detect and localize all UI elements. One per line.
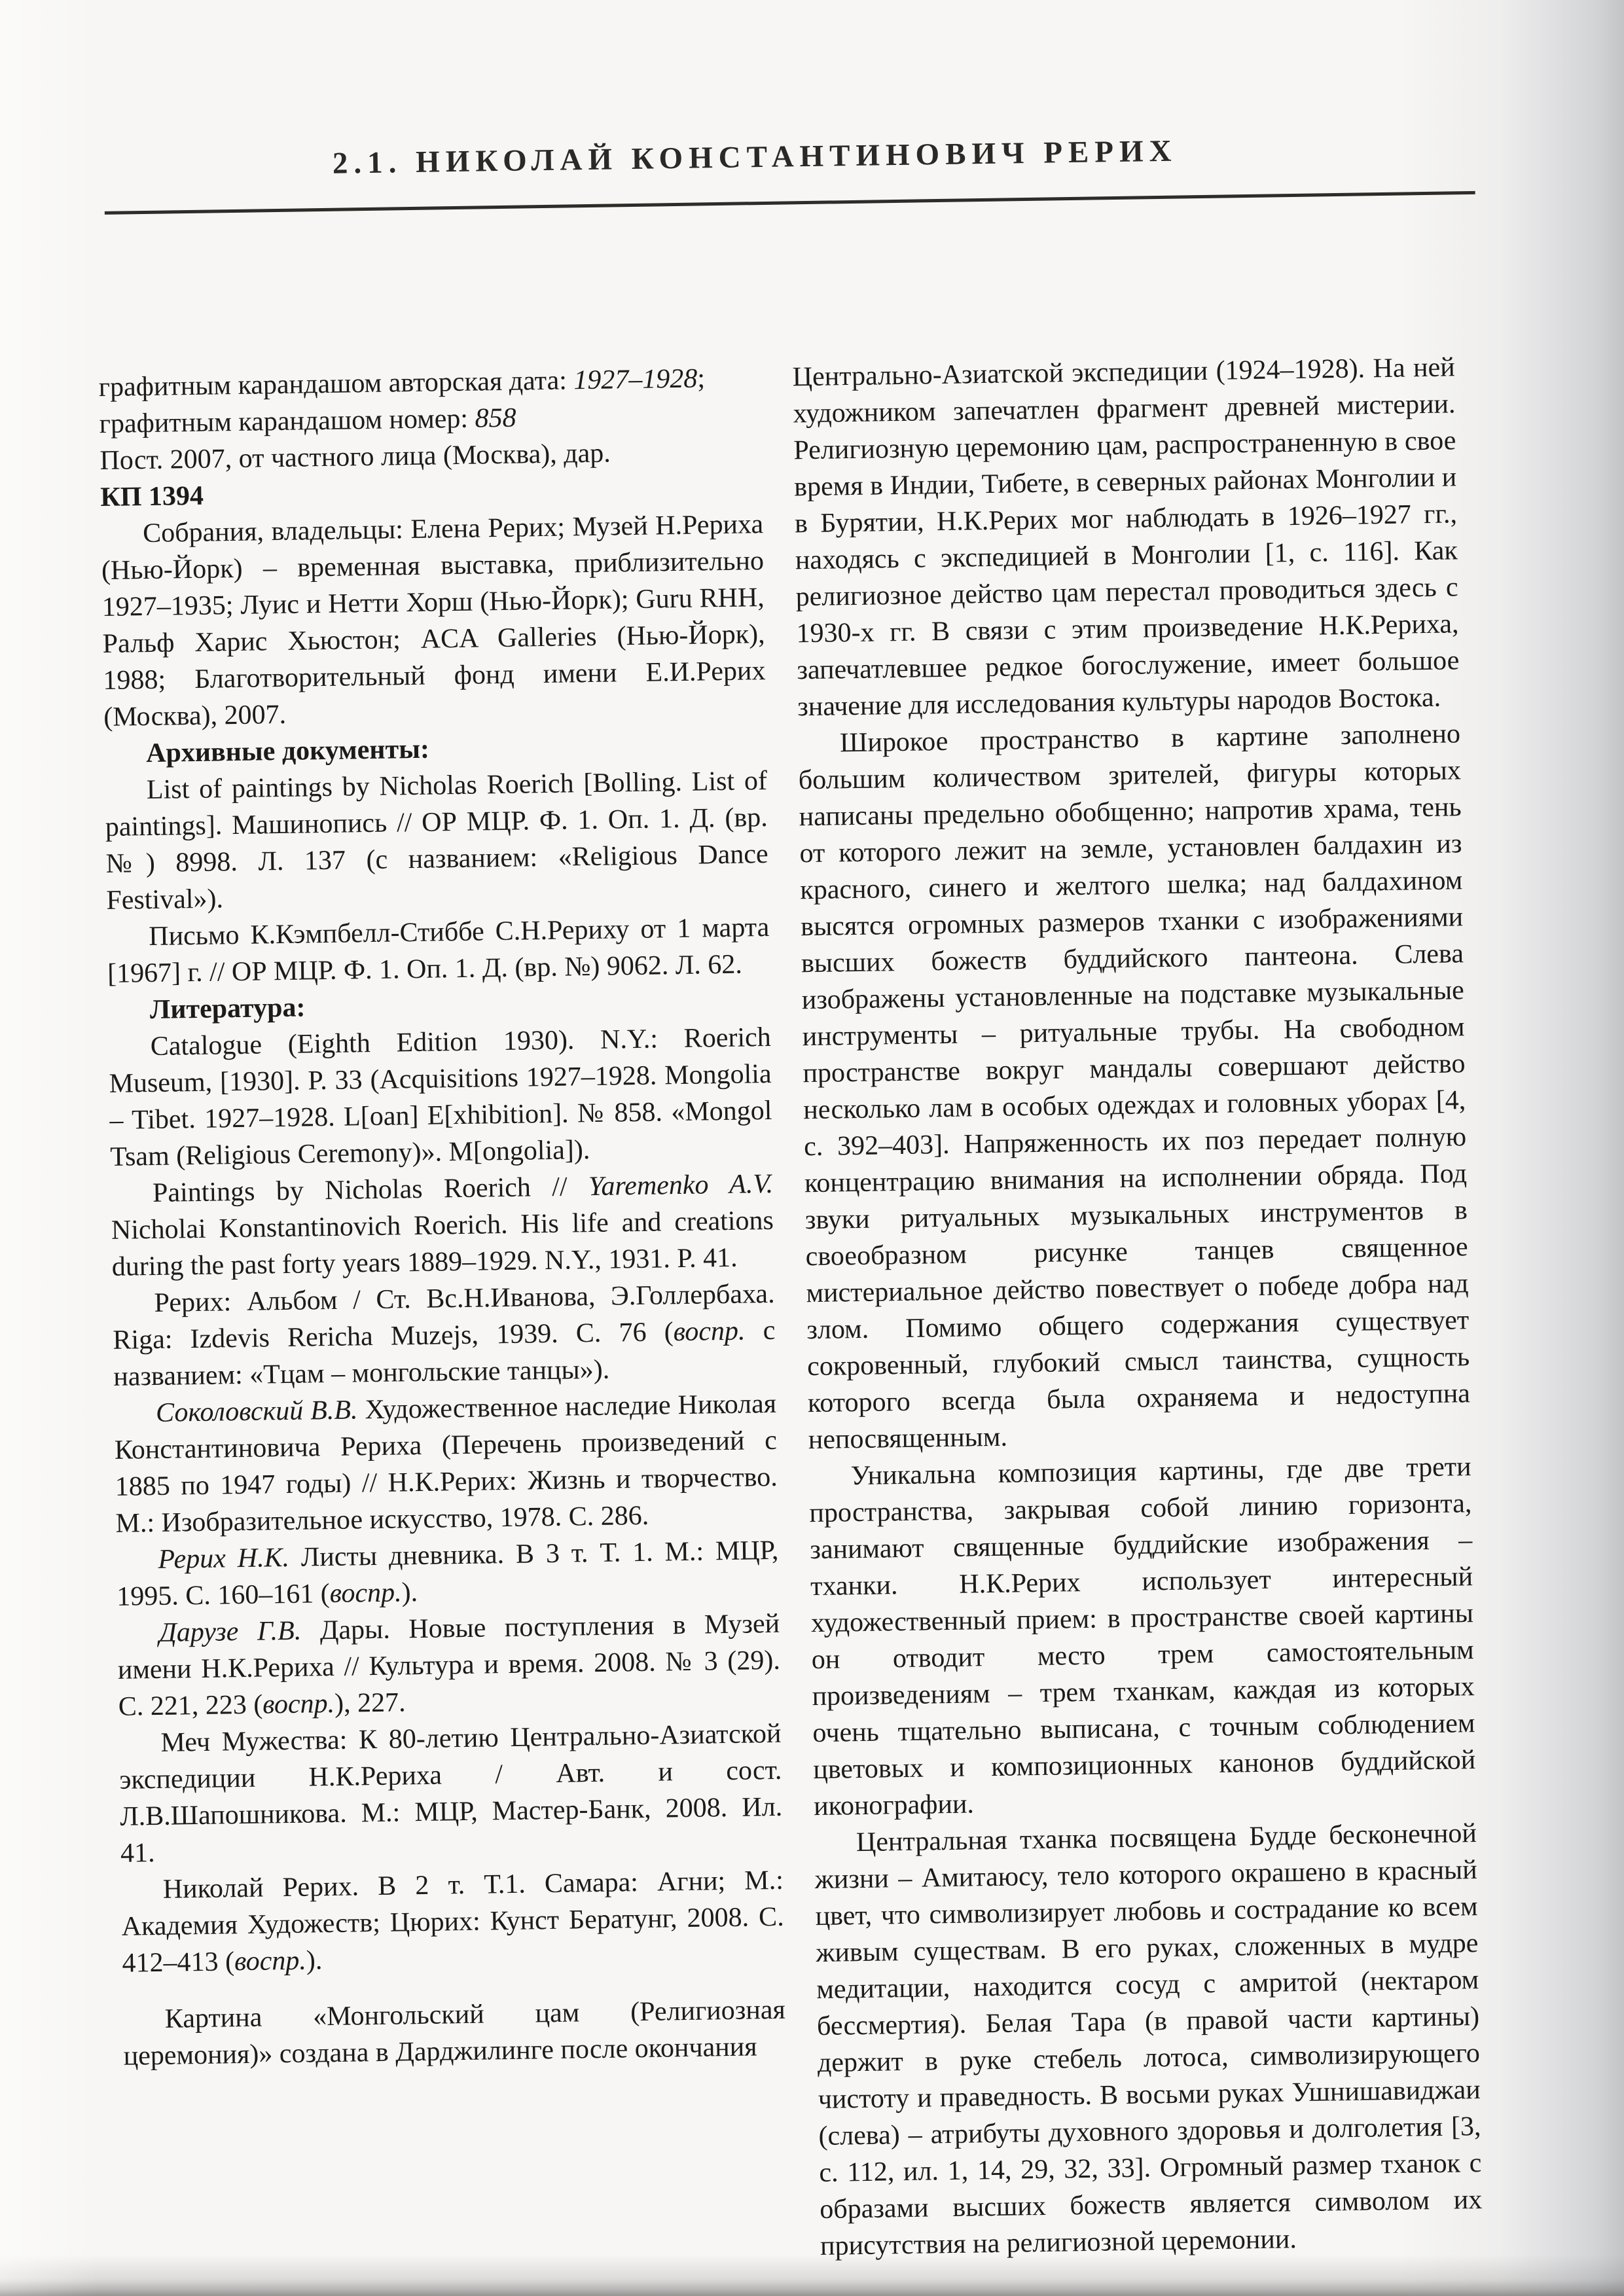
section-heading-literature: Литература: — [149, 992, 306, 1026]
right-column — [792, 349, 1483, 2265]
literature-entry: Соколовский В.В. Художественное наследие Николая Константиновича Рериха (Перечень произведений с 1885 по 1947 годы) // Н.К.Рерих: Жизнь и творчество. М.: Изобразительное искусство, 1978. С. 286. — [114, 1388, 778, 1539]
literature-entry: Меч Мужества: К 80-летию Центрально-Азиатской экспедиции Н.К.Рериха / Авт. и сост. Л.В.Шапошникова. М.: МЦР, Мастер-Банк, 2008. Ил. 41. — [119, 1718, 783, 1869]
literature-entry: Николай Рерих. В 2 т. Т.1. Самара: Агни; М.: Академия Художеств; Цюрих: Кунст Бератунг, 2008. С. 412–413 (воспр.). — [121, 1865, 784, 1979]
catalog-line-author-date: графитным карандашом авторская дата: 1927–1928; — [98, 363, 706, 403]
literature-entry: Рерих Н.К. Листы дневника. В 3 т. Т. 1. М.: МЦР, 1995. С. 160–161 (воспр.). — [116, 1535, 779, 1612]
running-head: 2.1. НИКОЛАЙ КОНСТАНТИНОВИЧ РЕРИХ — [332, 134, 1178, 181]
literature-entry: Дарузе Г.В. Дары. Новые поступления в Музей имени Н.К.Рериха // Культура и время. 2008. № 3 (29). С. 221, 223 (воспр.), 227. — [117, 1608, 781, 1722]
archival-entry: List of paintings by Nicholas Roerich [Bolling. List of paintings]. Машинопись // ОР МЦР. Ф. 1. Оп. 1. Д. (вр. №) 8998. Л. 137 (с названием: «Religious Dance Festival»). — [105, 765, 768, 916]
catalog-inventory-number: КП 1394 — [99, 480, 204, 513]
essay-paragraph: Центрально-Азиатской экспедиции (1924–1928). На ней художником запечатлен фрагмент древней мистерии. Религиозную церемонию цам, распространенную в свое время в Индии, Тибете, в северных районах Монголии и в Бурятии, Н.К.Рерих мог наблюдать в 1926–1927 гг., находясь с экспедицией в Монголии [1, с. 116]. Как религиозное действо цам перестал проводиться здесь с 1930-х гг. В связи с этим произведение Н.К.Рериха, запечатлевшее редкое богослужение, имеет большое значение для исследования культуры народов Востока. — [792, 352, 1460, 723]
essay-paragraph: Центральная тханка посвящена Будде бесконечной жизни – Амитаюсу, тело которого окрашено в красный цвет, что символизирует любовь и сострадание ко всем живым существам. В его руках, сложенных в мудре медитации, находится сосуд с амритой (нектаром бессмертия). Белая Тара (в правой части картины) держит в руке стебель лотоса, символизирующего чистоту и праведность. В восьми руках Ушнишавиджаи (слева) – атрибуты духовного здоровья и долголетия [3, с. 112, ил. 1, 14, 29, 32, 33]. Огромный размер тханок с образами высших божеств является символом их присутствия на религиозной церемонии. — [814, 1818, 1483, 2262]
provenance-paragraph: Собрания, владельцы: Елена Рерих; Музей Н.Рериха (Нью-Йорк) – временная выставка, приблизительно 1927–1935; Луис и Нетти Хорш (Нью-Йорк); Guru RHH, Ральф Харис Хьюстон; ACA Galleries (Нью-Йорк), 1988; Благотворительный фонд имени Е.И.Рерих (Москва), 2007. — [101, 509, 766, 733]
catalog-line-acquisition: Пост. 2007, от частного лица (Москва), дар. — [99, 438, 611, 476]
two-column-text — [98, 349, 1483, 2274]
catalog-line-number: графитным карандашом номер: 858 — [99, 403, 516, 440]
essay-paragraph: Уникальна композиция картины, где две трети пространства, закрывая собой линию горизонта, занимают священные буддийские изображения – тханки. Н.К.Рерих использует интересный художественный прием: в пространстве своей картины он отводит место трем самостоятельным произведениям – трем тханкам, каждая из которых очень тщательно выписана, с точным соблюдением цветовых и композиционных канонов буддийской иконографии. — [809, 1452, 1476, 1822]
essay-paragraph: Широкое пространство в картине заполнено большим количеством зрителей, фигуры которых написаны предельно обобщенно; напротив храма, тень от которого лежит на земле, установлен балдахин из красного, синего и желтого шелка; над балдахином высятся огромных размеров тханки с изображениями высших божеств буддийского пантеона. Слева изображены установленные на подставке музыкальные инструменты – ритуальные трубы. На свободном пространстве вокруг мандалы совершают действо несколько лам в особых одеждах и головных уборах [4, с. 392–403]. Напряженность их поз передает полную концентрацию внимания на исполнении обряда. Под звуки ритуальных музыкальных инструментов в своеобразном рисунке танцев священное мистериальное действо повествует о победе добра над злом. Помимо общего содержания существует сокровенный, глубокий смысл таинства, сущность которого всегда была охраняема и недоступна непосвященным. — [798, 719, 1471, 1456]
essay-paragraph: Картина «Монгольский цам (Религиозная церемония)» создана в Дарджилинге после окончания — [123, 1994, 786, 2072]
left-column — [98, 359, 789, 2275]
section-heading-archival: Архивные документы: — [145, 734, 430, 769]
literature-entry: Paintings by Nicholas Roerich // Yaremenko A.V. Nicholai Konstantinovich Roerich. His life and creations during the past forty years 1889–1929. N.Y., 1931. P. 41. — [111, 1168, 774, 1282]
literature-entry: Catalogue (Eighth Edition 1930). N.Y.: Roerich Museum, [1930]. P. 33 (Acquisitions 1927–1928. Mongolia – Tibet. 1927–1928. L[oan] E[xhibition]. № 858. «Mongol Tsam (Religious Ceremony)». M[ongolia]). — [109, 1022, 772, 1172]
archival-entry: Письмо К.Кэмпбелл-Стиббе С.Н.Рериху от 1 марта [1967] г. // ОР МЦР. Ф. 1. Оп. 1. Д. (вр. №) 9062. Л. 62. — [107, 912, 770, 989]
header-rule — [105, 191, 1475, 215]
literature-entry: Рерих: Альбом / Ст. Вс.Н.Иванова, Э.Голлербаха. Riga: Izdevis Rericha Muzejs, 1939. С. 76 (воспр. с названием: «Тцам – монгольские танцы»). — [113, 1278, 776, 1392]
